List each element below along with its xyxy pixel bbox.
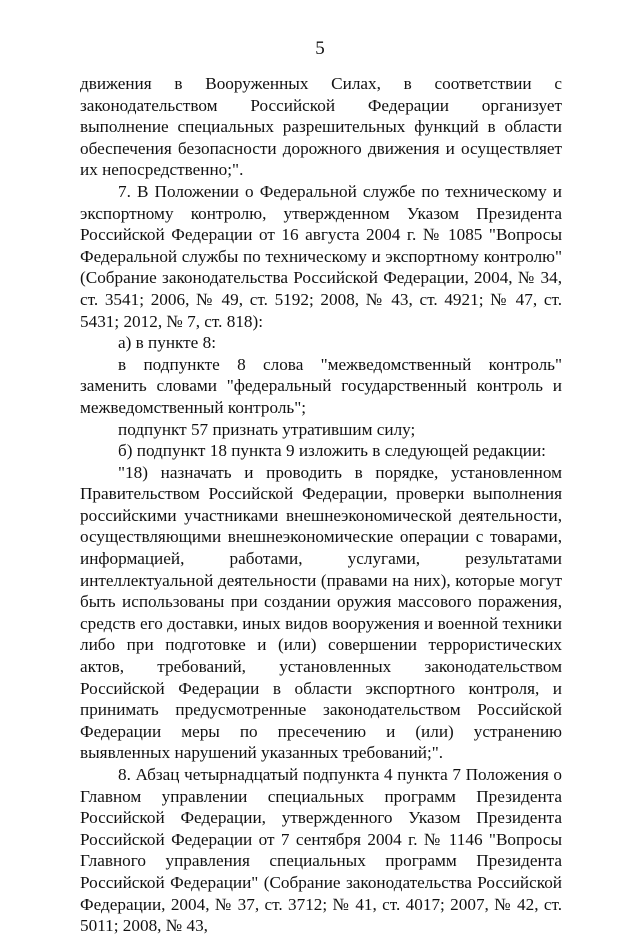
paragraph-subitem-57: подпункт 57 признать утратившим силу;: [118, 419, 416, 439]
paragraph-subitem-a: а) в пункте 8:: [118, 333, 216, 353]
paragraph-subitem-8-words: в подпункте 8 слова "межведомственный контроль" заменить словами "федеральный государственный контроль и межведомственный контроль";: [80, 354, 562, 417]
paragraph-item-7: 7. В Положении о Федеральной службе по техническому и экспортному контролю, утвержденном Указом Президента Российской Федерации от 16 августа 2004 г. № 1085 "Вопросы Федеральной службы по техническому и экспортному контролю" (Собрание законодательства Российской Федерации, 2004, № 34, ст. 3541; 2006, № 49, ст. 5192; 2008, № 43, ст. 4921; № 47, ст. 5431; 2012, № 7, ст. 818):: [80, 181, 562, 331]
paragraph-subitem-b: б) подпункт 18 пункта 9 изложить в следующей редакции:: [118, 441, 546, 461]
paragraph-subitem-18-text: "18) назначать и проводить в порядке, установленном Правительством Российской Федерации, проверки выполнения российскими участниками внешнеэкономической деятельности, осуществляющими внешнеэкономические операции с товарами, информацией, работами, услугами, результатами интеллектуальной деятельности (правами на них), которые могут быть использованы при создании оружия массового поражения, средств его доставки, иных видов вооружения и военной техники либо при подготовке и (или) совершении террористических актов, требований, установленных законодательством Российской Федерации в области экспортного контроля, и принимать предусмотренные законодательством Российской Федерации меры по пресечению и (или) устранению выявленных нарушений указанных требований;".: [80, 462, 562, 763]
document-body: [80, 73, 562, 937]
page-number: 5: [315, 38, 325, 59]
paragraph-item-8: 8. Абзац четырнадцатый подпункта 4 пункта 7 Положения о Главном управлении специальных программ Президента Российской Федерации, утвержденного Указом Президента Российской Федерации от 7 сентября 2004 г. № 1146 "Вопросы Главного управления специальных программ Президента Российской Федерации" (Собрание законодательства Российской Федерации, 2004, № 37, ст. 3712; № 41, ст. 4017; 2007, № 42, ст. 5011; 2008, № 43,: [80, 765, 562, 936]
paragraph-continuation: движения в Вооруженных Силах, в соответствии с законодательством Российской Федерации организует выполнение специальных разрешительных функций в области обеспечения безопасности дорожного движения и осуществляет их непосредственно;".: [80, 74, 562, 180]
